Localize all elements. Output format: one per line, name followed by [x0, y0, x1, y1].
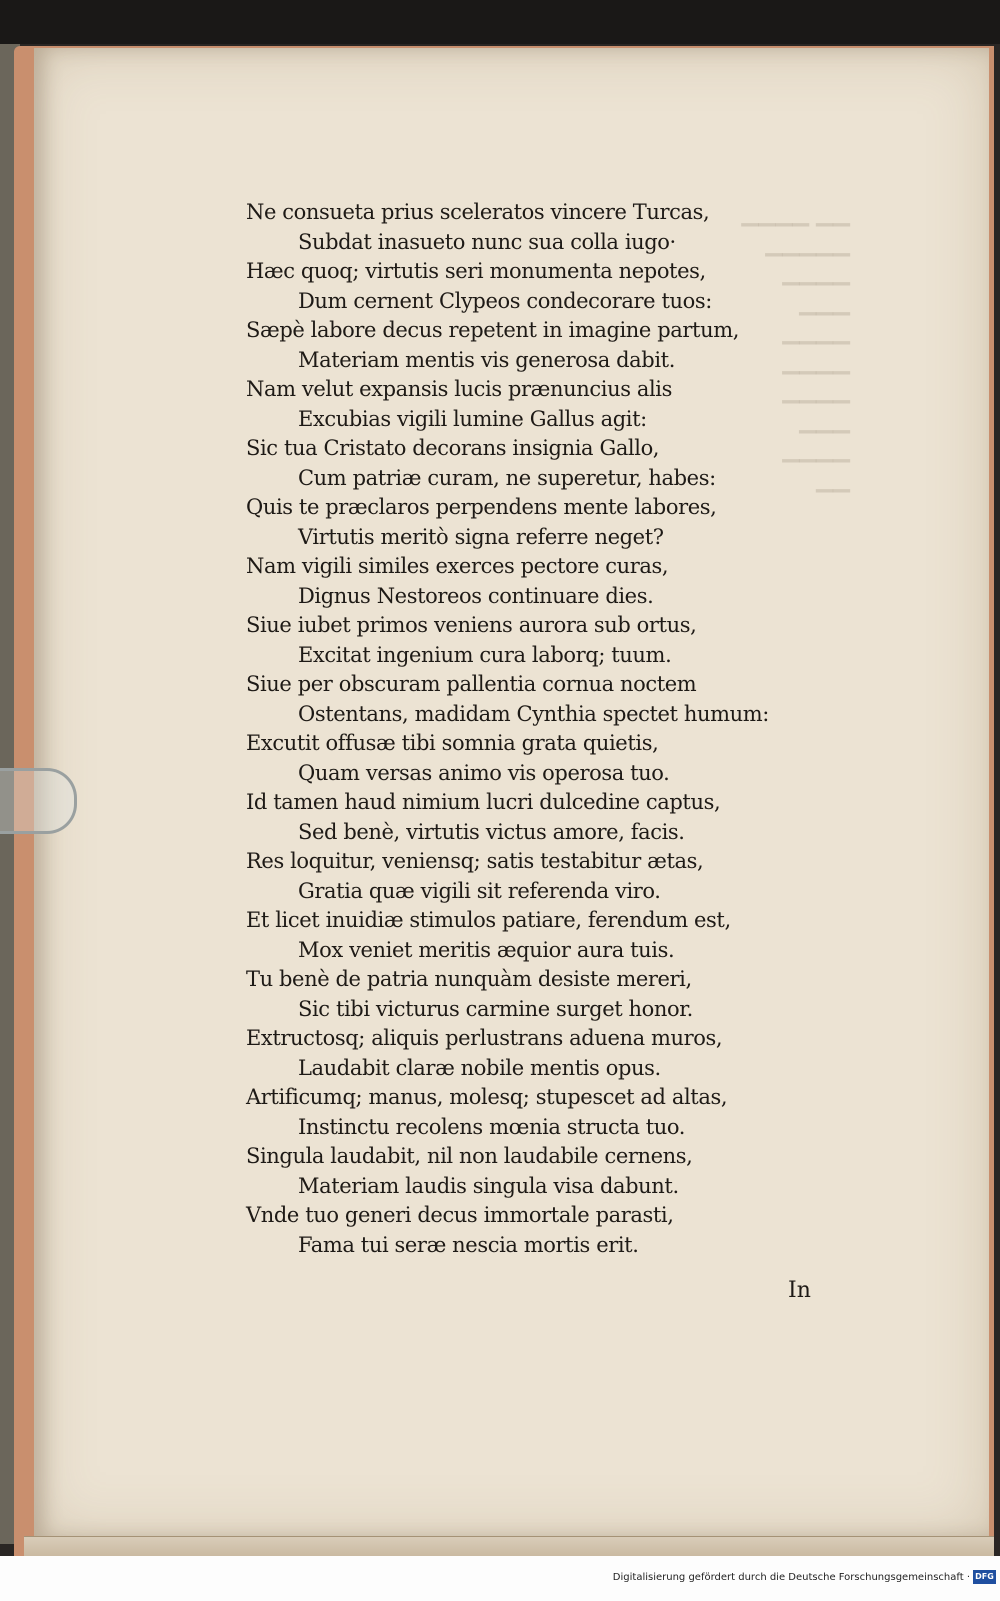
- poem-line: Instinctu recolens mœnia structa tuo.: [298, 1114, 686, 1139]
- poem-line: Singula laudabit, nil non laudabile cernens,: [246, 1144, 693, 1168]
- poem-line: Sed benè, virtutis victus amore, facis.: [298, 819, 685, 844]
- poem-line: Materiam mentis vis generosa dabit.: [298, 347, 675, 372]
- poem-line: Quis te præclaros perpendens mente labores,: [246, 495, 717, 519]
- poem-line: Materiam laudis singula visa dabunt.: [298, 1173, 679, 1198]
- poem-line: Excubias vigili lumine Gallus agit:: [298, 406, 647, 431]
- poem-line: Virtutis meritò signa referre neget?: [298, 524, 664, 549]
- poem-line: Ostentans, madidam Cynthia spectet humum:: [298, 701, 769, 726]
- poem-line: Hæc quoq; virtutis seri monumenta nepotes,: [246, 259, 706, 283]
- poem-line: Subdat inasueto nunc sua colla iugo·: [298, 229, 676, 254]
- poem-line: Dignus Nestoreos continuare dies.: [298, 583, 654, 608]
- poem-line: Res loquitur, veniensq; satis testabitur ætas,: [246, 849, 704, 873]
- poem-line: Tu benè de patria nunquàm desiste mereri,: [246, 967, 692, 991]
- poem-line: Siue iubet primos veniens aurora sub ortus,: [246, 613, 697, 637]
- footer-credit: Digitalisierung gefördert durch die Deutsche Forschungsgemeinschaft ·: [612, 1572, 970, 1583]
- poem-line: Sæpè labore decus repetent in imagine partum,: [246, 318, 739, 342]
- dfg-logo-icon: DFG: [973, 1570, 996, 1584]
- footer-bar: [0, 1556, 1000, 1601]
- poem-line: Siue per obscuram pallentia cornua noctem: [246, 672, 697, 696]
- poem-line: Vnde tuo generi decus immortale parasti,: [246, 1203, 674, 1227]
- poem-line: Excutit offusæ tibi somnia grata quietis,: [246, 731, 659, 755]
- show-through-text: ▁▁▁▁ ▁▁ ▁▁▁▁▁ ▁▁▁▁ ▁▁▁ ▁▁▁▁ ▁▁▁▁ ▁▁▁▁ ▁▁▁ ▁▁▁▁ ▁▁: [741, 202, 850, 493]
- poem-line: Quam versas animo vis operosa tuo.: [298, 760, 670, 785]
- poem-line: Et licet inuidiæ stimulos patiare, ferendum est,: [246, 908, 731, 932]
- poem-line: Nam vigili similes exerces pectore curas,: [246, 554, 669, 578]
- page-bottom-edge: [24, 1536, 994, 1557]
- poem-line: Ne consueta prius sceleratos vincere Turcas,: [246, 200, 710, 224]
- poem-line: Gratia quæ vigili sit referenda viro.: [298, 878, 661, 903]
- poem-line: Id tamen haud nimium lucri dulcedine captus,: [246, 790, 721, 814]
- poem-text: [246, 198, 786, 1260]
- poem-line: Cum patriæ curam, ne superetur, habes:: [298, 465, 716, 490]
- poem-line: Nam velut expansis lucis prænuncius alis: [246, 377, 672, 401]
- catchword: In: [788, 1278, 811, 1303]
- poem-line: Extructosq; aliquis perlustrans aduena muros,: [246, 1026, 723, 1050]
- poem-line: Sic tua Cristato decorans insignia Gallo,: [246, 436, 660, 460]
- poem-line: Laudabit claræ nobile mentis opus.: [298, 1055, 661, 1080]
- paper-clip: [0, 768, 77, 834]
- poem-line: Artificumq; manus, molesq; stupescet ad altas,: [246, 1085, 728, 1109]
- poem-line: Sic tibi victurus carmine surget honor.: [298, 996, 693, 1021]
- poem-line: Excitat ingenium cura laborq; tuum.: [298, 642, 672, 667]
- poem-line: Fama tui seræ nescia mortis erit.: [298, 1232, 639, 1257]
- scan-top-background: [0, 0, 1000, 44]
- poem-line: Dum cernent Clypeos condecorare tuos:: [298, 288, 712, 313]
- poem-line: Mox veniet meritis æquior aura tuis.: [298, 937, 675, 962]
